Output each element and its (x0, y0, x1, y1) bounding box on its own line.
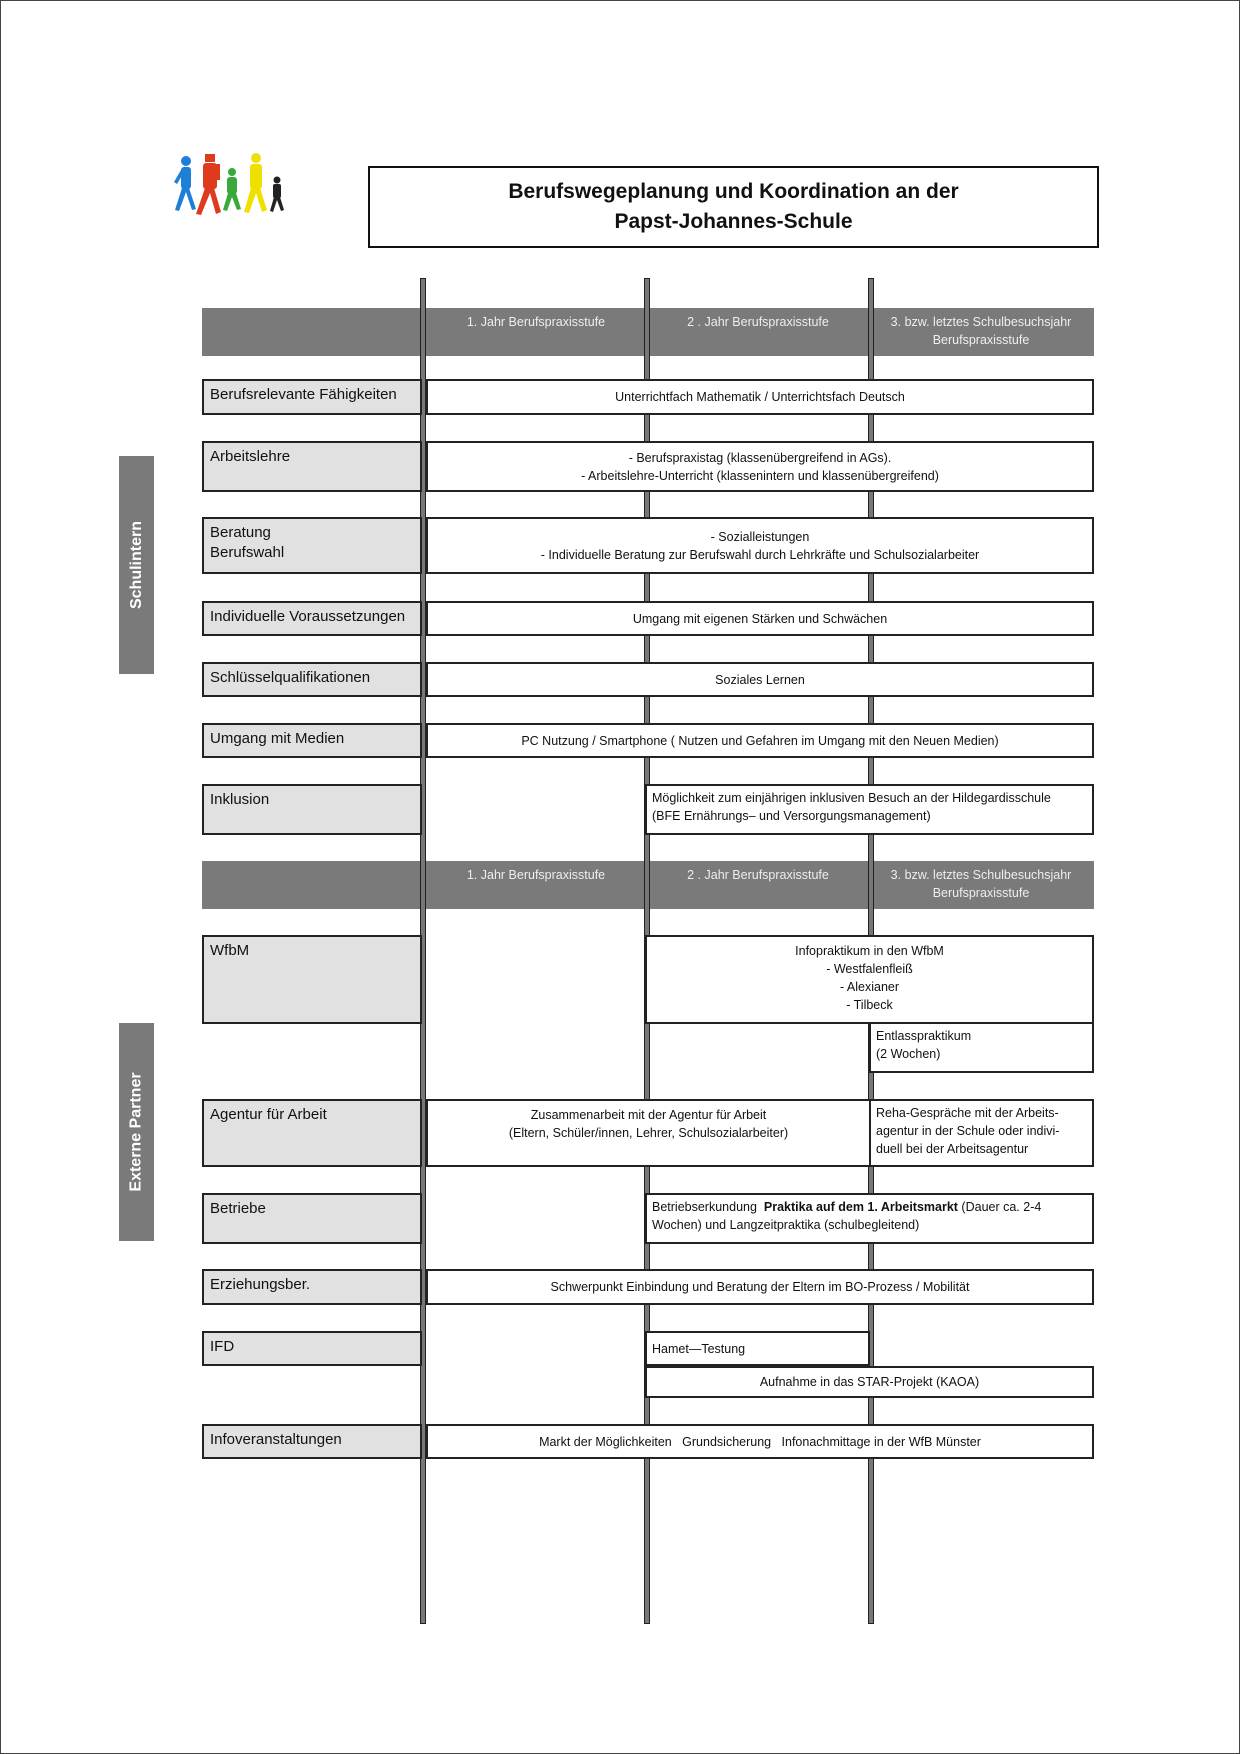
content-box-beratung: - Sozialleistungen - Individuelle Beratung zur Berufswahl durch Lehrkräfte und Schulsozialarbeiter (426, 517, 1094, 574)
content-box-inklusion: Möglichkeit zum einjährigen inklusiven Besuch an der Hildegardisschule (BFE Ernährungs– und Versorgungsmanagement) (645, 784, 1094, 835)
row-label-medien: Umgang mit Medien (202, 723, 422, 758)
row-label-erziehung: Erziehungsber. (202, 1269, 422, 1305)
side-label-externe-partner: Externe Partner (119, 1023, 154, 1241)
content-box-star: Aufnahme in das STAR-Projekt (KAOA) (645, 1366, 1094, 1398)
side-label-schulintern: Schulintern (119, 456, 154, 674)
content-box-erziehung: Schwerpunkt Einbindung und Beratung der Eltern im BO-Prozess / Mobilität (426, 1269, 1094, 1305)
content-box-schluessel: Soziales Lernen (426, 662, 1094, 697)
row-label-ifd: IFD (202, 1331, 422, 1366)
content-box-arbeitslehre: - Berufspraxistag (klassenübergreifend in AGs). - Arbeitslehre-Unterricht (klassenintern und klassenübergreifend) (426, 441, 1094, 492)
row-label-betriebe: Betriebe (202, 1193, 422, 1244)
header-col-2: 2 . Jahr Berufspraxisstufe (687, 868, 829, 882)
row-label-info: Infoveranstaltungen (202, 1424, 422, 1459)
person-yellow-icon (244, 153, 267, 213)
content-box-info: Markt der Möglichkeiten Grundsicherung Infonachmittage in der WfB Münster (426, 1424, 1094, 1459)
content-box-betriebe: Betriebserkundung Praktika auf dem 1. Arbeitsmarkt (Dauer ca. 2-4 Wochen) und Langzeitpraktika (schulbegleitend) (645, 1193, 1094, 1244)
content-box-agentur: Zusammenarbeit mit der Agentur für Arbeit (Eltern, Schüler/innen, Lehrer, Schulsozialarbeiter) (426, 1099, 871, 1167)
content-box-faehigkeiten: Unterrichtfach Mathematik / Unterrichtsfach Deutsch (426, 379, 1094, 415)
row-label-agentur: Agentur für Arbeit (202, 1099, 422, 1167)
row-label-wfbm: WfbM (202, 935, 422, 1024)
content-box-medien: PC Nutzung / Smartphone ( Nutzen und Gefahren im Umgang mit den Neuen Medien) (426, 723, 1094, 758)
row-label-faehigkeiten: Berufsrelevante Fähigkeiten (202, 379, 422, 415)
content-box-entlasspraktikum: Entlasspraktikum (2 Wochen) (869, 1022, 1094, 1073)
title-line-1: Berufswegeplanung und Koordination an der (508, 180, 959, 203)
header-col-2: 2 . Jahr Berufspraxisstufe (687, 315, 829, 329)
person-blue-icon (174, 156, 196, 211)
content-box-voraussetzungen: Umgang mit eigenen Stärken und Schwächen (426, 601, 1094, 636)
content-box-hamet: Hamet—Testung (645, 1331, 870, 1366)
title-line-2: Papst-Johannes-Schule (614, 210, 853, 233)
row-label-schluessel: Schlüsselqualifikationen (202, 662, 422, 697)
content-box-wfbm: Infopraktikum in den WfbM - Westfalenfleiß - Alexianer - Tilbeck (645, 935, 1094, 1024)
row-label-arbeitslehre: Arbeitslehre (202, 441, 422, 492)
header-col-1: 1. Jahr Berufspraxisstufe (466, 868, 606, 882)
person-black-icon (270, 177, 284, 213)
person-green-icon (223, 168, 241, 211)
page-title (368, 166, 1099, 248)
person-red-icon (196, 154, 221, 215)
content-box-reha: Reha-Gespräche mit der Arbeits- agentur in der Schule oder indivi- duell bei der Arbeitsagentur (869, 1099, 1094, 1167)
header-col-3: 3. bzw. letztes Schulbesuchsjahr Berufspraxisstufe (890, 868, 1072, 900)
row-label-inklusion: Inklusion (202, 784, 422, 835)
header-col-1: 1. Jahr Berufspraxisstufe (466, 315, 606, 329)
header-col-3: 3. bzw. letztes Schulbesuchsjahr Berufspraxisstufe (890, 315, 1072, 347)
walking-people-logo (172, 152, 292, 224)
row-label-voraussetzungen: Individuelle Voraussetzungen (202, 601, 422, 636)
row-label-beratung: Beratung Berufswahl (202, 517, 422, 574)
